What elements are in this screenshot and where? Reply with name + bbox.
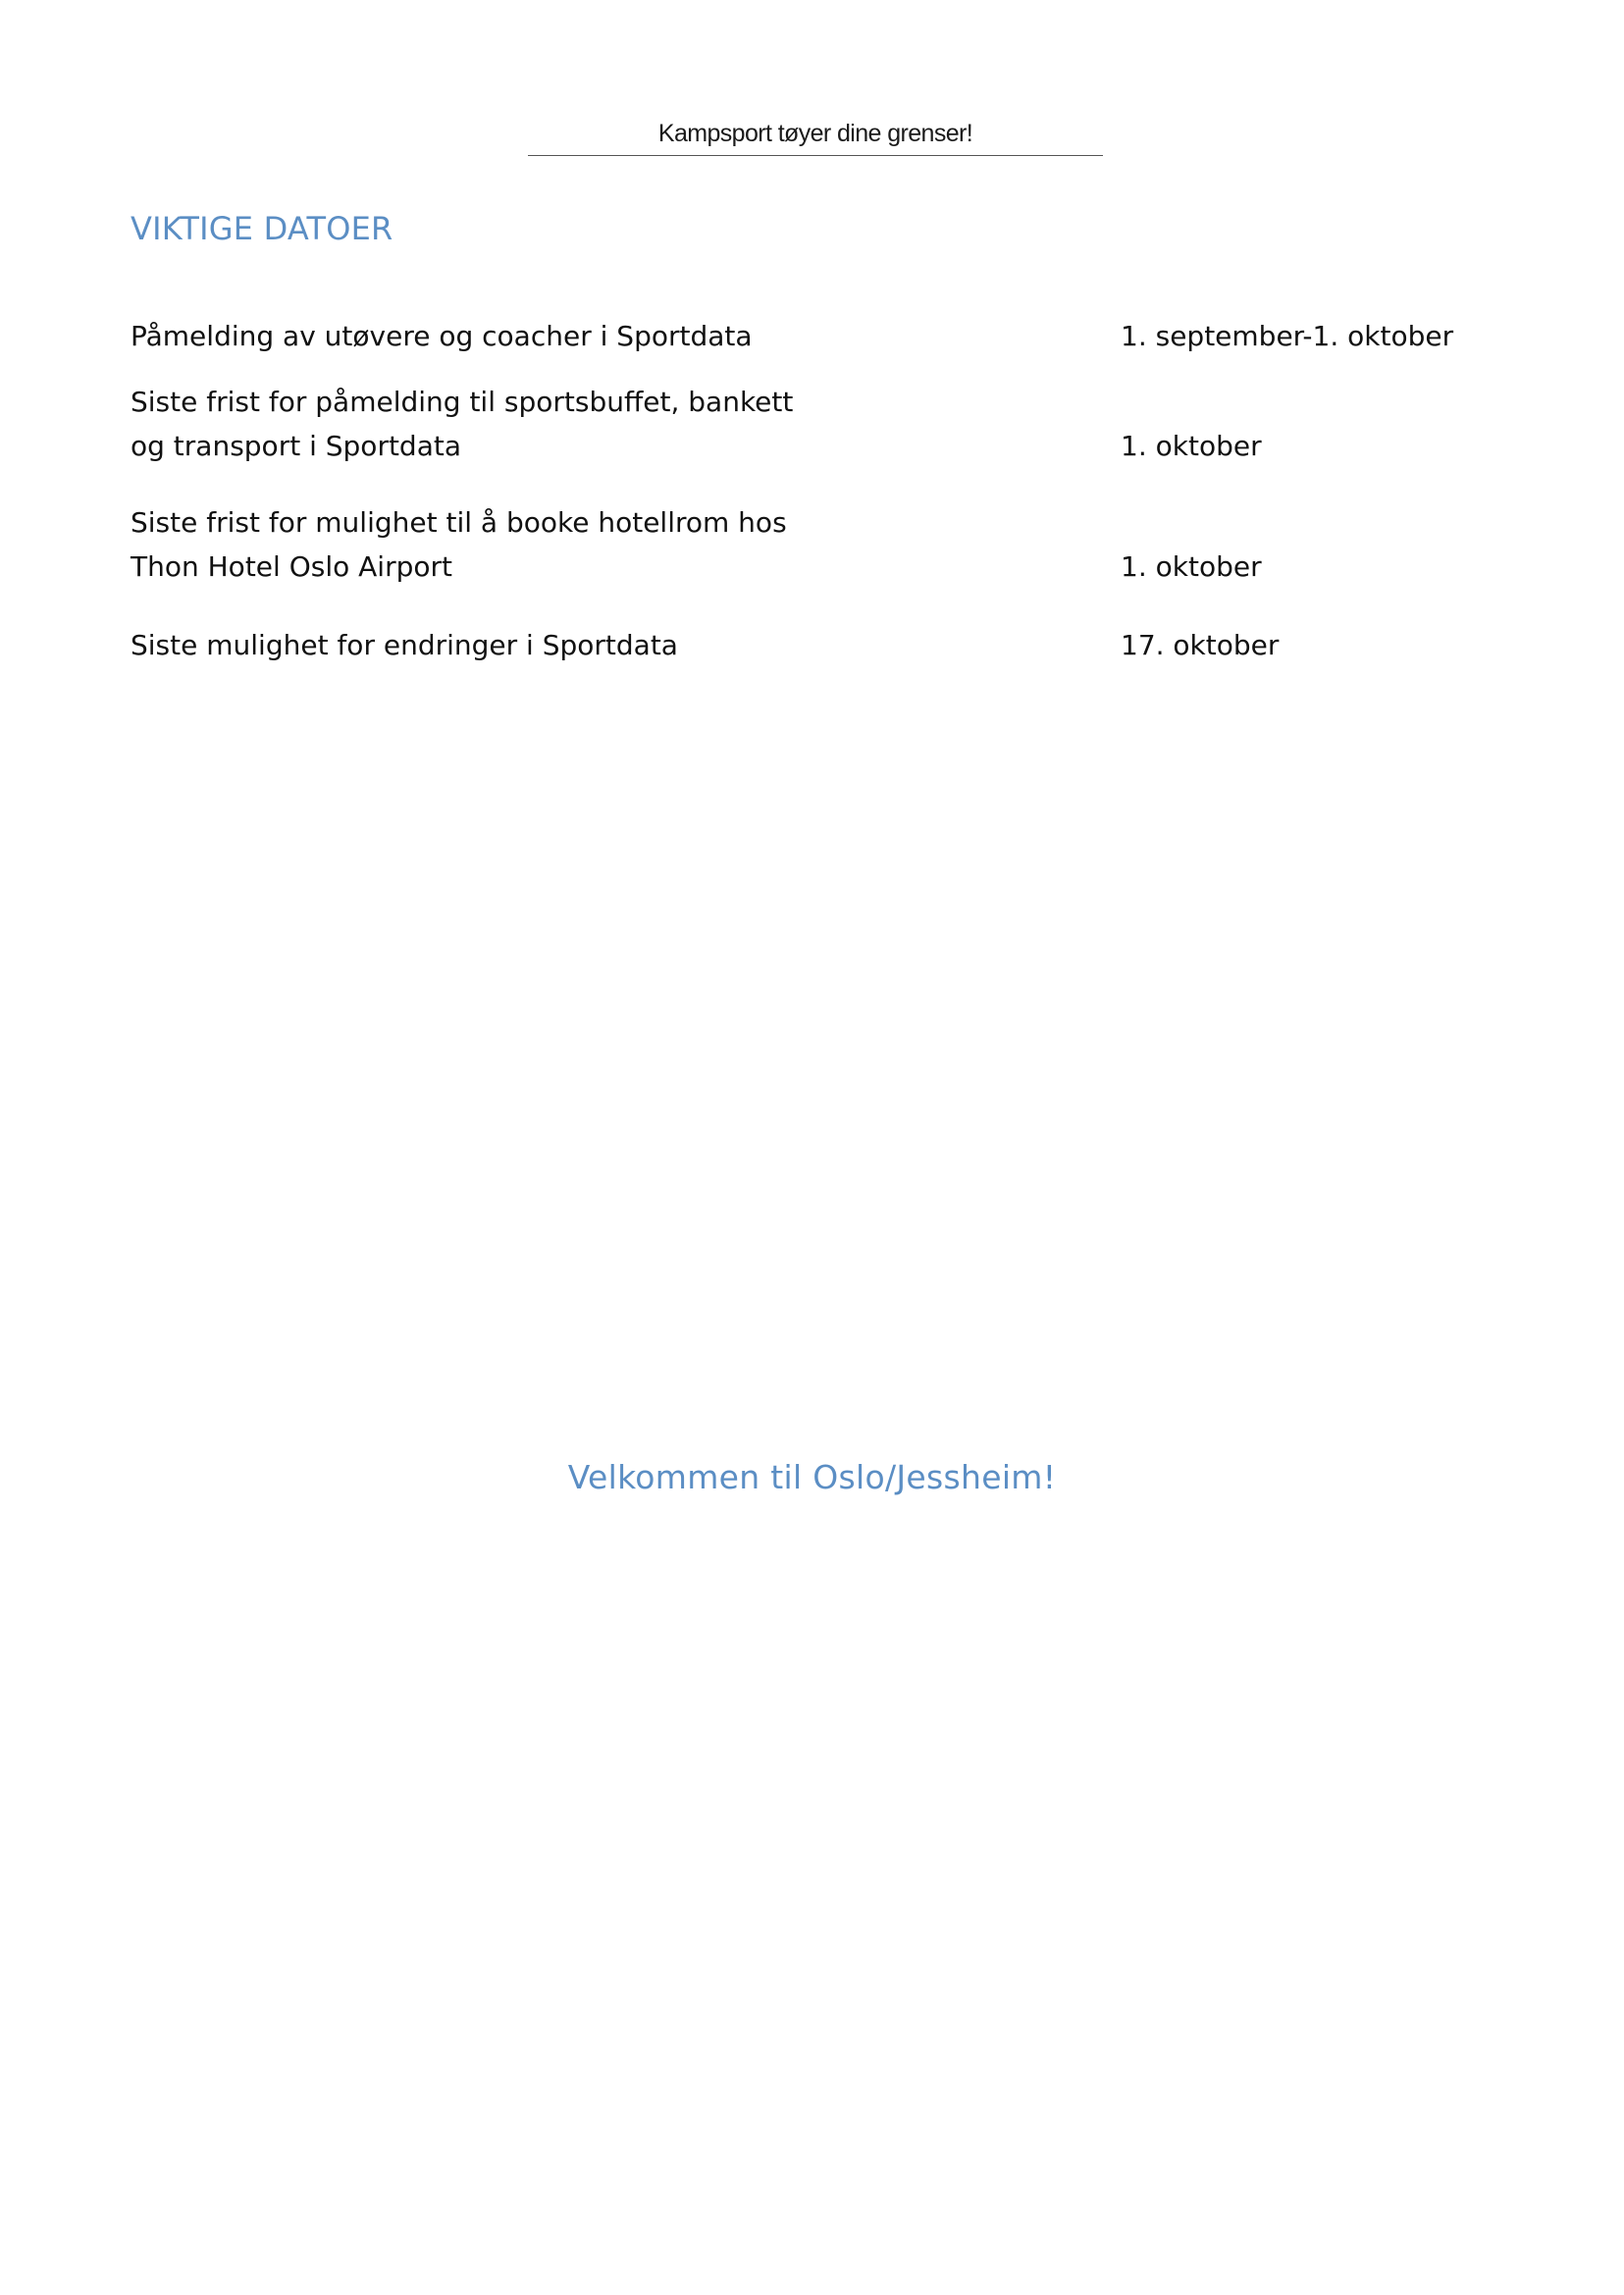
date-row-date: 1. september-1. oktober bbox=[1121, 320, 1454, 352]
date-row-label-line: Thon Hotel Oslo Airport bbox=[131, 550, 452, 583]
welcome-text: Velkommen til Oslo/Jessheim! bbox=[567, 1458, 1057, 1496]
date-row-label-line: Påmelding av utøvere og coacher i Sportdata bbox=[131, 320, 753, 352]
date-row-label bbox=[131, 314, 1014, 358]
date-row-label bbox=[131, 623, 1014, 667]
page-header bbox=[528, 116, 1103, 156]
date-row-date: 1. oktober bbox=[1121, 430, 1262, 462]
date-row-label-line: Siste mulighet for endringer i Sportdata bbox=[131, 629, 678, 661]
header-text: Kampsport tøyer dine grenser! bbox=[657, 120, 973, 147]
date-row-date: 1. oktober bbox=[1121, 550, 1262, 583]
date-row-label-line: og transport i Sportdata bbox=[131, 430, 461, 462]
date-row-date: 17. oktober bbox=[1121, 629, 1280, 661]
date-row-label-line: Siste frist for påmelding til sportsbuffet, bankett bbox=[131, 386, 794, 418]
date-row-label-line: Siste frist for mulighet til å booke hotellrom hos bbox=[131, 506, 787, 539]
section-title: VIKTIGE DATOER bbox=[131, 210, 393, 247]
date-row-label bbox=[131, 380, 1014, 468]
date-row-label bbox=[131, 500, 1014, 589]
